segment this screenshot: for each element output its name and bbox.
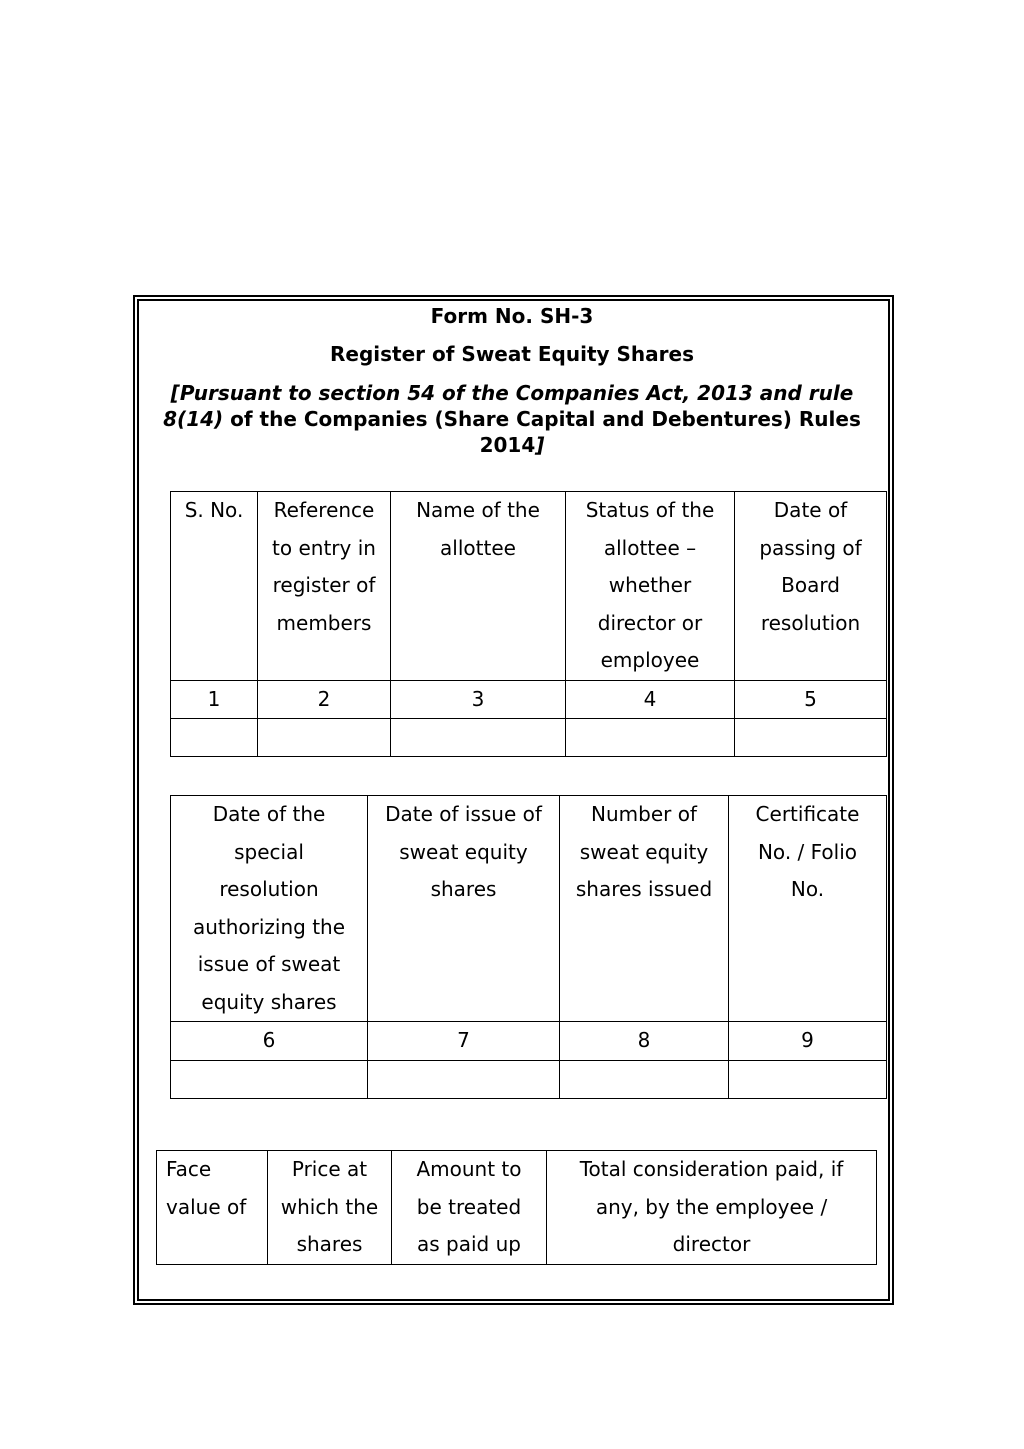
register-title: Register of Sweat Equity Shares <box>330 342 694 366</box>
header-line: Number of <box>591 802 697 826</box>
header-line: Date of the <box>212 802 326 826</box>
header-line: authorizing the <box>192 914 346 939</box>
header-row <box>157 1151 877 1265</box>
consideration-table <box>156 1150 877 1265</box>
col-board-date-header <box>735 492 887 681</box>
entry-cell[interactable] <box>729 1060 887 1098</box>
column-number-row <box>171 680 887 719</box>
column-number-row <box>171 1022 887 1061</box>
entry-row <box>171 1060 887 1098</box>
entry-cell[interactable] <box>735 719 887 757</box>
col-status-header <box>566 492 735 681</box>
col-paid-up-header <box>392 1151 547 1265</box>
header-line: Board <box>781 573 840 597</box>
header-row <box>171 492 887 681</box>
header-line: which the <box>280 1194 379 1219</box>
header-line: register of <box>272 573 376 597</box>
entry-cell[interactable] <box>171 1060 368 1098</box>
header-row <box>171 796 887 1022</box>
entry-cell[interactable] <box>368 1060 560 1098</box>
column-number: 2 <box>258 680 391 719</box>
header-line: allottee – <box>603 535 697 560</box>
header-line: value of <box>166 1194 247 1219</box>
column-number: 7 <box>368 1022 560 1061</box>
col-total-consideration-header <box>547 1151 877 1265</box>
entry-cell[interactable] <box>258 719 391 757</box>
allotment-table <box>170 491 887 757</box>
column-number: 8 <box>560 1022 729 1061</box>
header-line: director or <box>597 610 703 635</box>
entry-cell[interactable] <box>566 719 735 757</box>
header-line: special <box>234 839 304 864</box>
header-line: Amount to <box>416 1157 522 1181</box>
header-line: equity shares <box>201 989 337 1014</box>
header-line: be treated <box>416 1194 522 1219</box>
column-number: 9 <box>729 1022 887 1061</box>
header-line: allottee <box>440 535 516 560</box>
col-price-header <box>268 1151 392 1265</box>
header-line: Name of the <box>416 498 540 522</box>
header-line: No. / Folio <box>757 839 858 864</box>
issue-table <box>170 795 887 1099</box>
pursuant-suffix: of the Companies (Share Capital and Debentures) Rules 2014 <box>223 407 861 457</box>
header-line: any, by the employee / <box>595 1194 828 1219</box>
column-number: 5 <box>735 680 887 719</box>
header-line: Status of the <box>585 498 715 522</box>
col-name-header <box>391 492 566 681</box>
header-line: Face <box>166 1157 212 1181</box>
header-line: shares <box>430 877 497 901</box>
header-line: director <box>672 1232 751 1256</box>
header-line: resolution <box>760 610 861 635</box>
col-sno-header <box>171 492 258 681</box>
header-line: passing of <box>759 535 862 560</box>
header-line: issue of sweat <box>197 952 341 976</box>
header-line: Date of issue of <box>385 802 542 826</box>
header-line: as paid up <box>417 1232 521 1256</box>
pursuant-close: ] <box>535 433 545 457</box>
header-line: S. No. <box>184 498 244 522</box>
entry-cell[interactable] <box>171 719 258 757</box>
entry-cell[interactable] <box>391 719 566 757</box>
header-line: resolution <box>219 877 319 901</box>
column-number: 1 <box>171 680 258 719</box>
col-reference-header <box>258 492 391 681</box>
header-line: whether <box>608 573 692 597</box>
col-number-issued-header <box>560 796 729 1022</box>
column-number: 6 <box>171 1022 368 1061</box>
header-line: shares issued <box>575 877 713 901</box>
pursuant-note <box>140 380 884 458</box>
header-line: Reference <box>273 498 375 522</box>
header-line: to entry in <box>272 535 376 560</box>
col-face-value-header <box>157 1151 268 1265</box>
header-line: Date of <box>773 498 848 522</box>
form-number: Form No. SH-3 <box>430 304 594 328</box>
header-line: shares <box>296 1232 363 1256</box>
pursuant-prefix: [Pursuant to section 54 of the Companies Act, 2013 and rule 8(14) <box>163 381 854 431</box>
header-line: Price at <box>291 1157 368 1181</box>
col-certificate-header <box>729 796 887 1022</box>
header-line: Certificate <box>755 802 860 826</box>
col-issue-date-header <box>368 796 560 1022</box>
header-line: No. <box>790 877 825 901</box>
header-line: sweat equity <box>399 839 528 864</box>
header-line: sweat equity <box>579 839 709 864</box>
column-number: 4 <box>566 680 735 719</box>
header-line: Total consideration paid, if <box>579 1157 844 1181</box>
column-number: 3 <box>391 680 566 719</box>
entry-row <box>171 719 887 757</box>
col-special-resolution-header <box>171 796 368 1022</box>
header-line: members <box>276 610 372 635</box>
header-line: employee <box>600 648 700 672</box>
entry-cell[interactable] <box>560 1060 729 1098</box>
